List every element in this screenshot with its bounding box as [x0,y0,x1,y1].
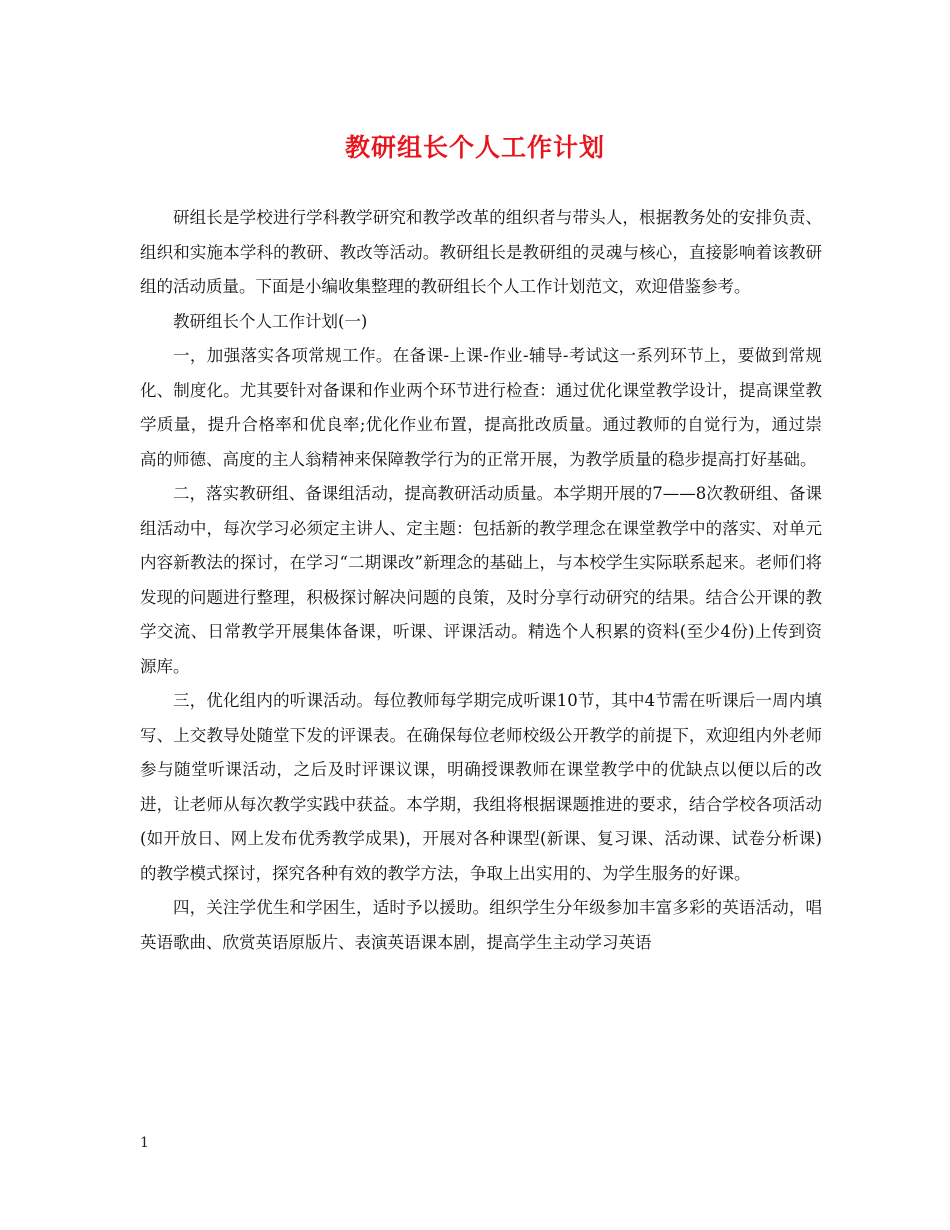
section-heading: 教研组长个人工作计划(一) [173,311,368,331]
paragraph-item-1: 一，加强落实各项常规工作。在备课-上课-作业-辅导-考试这一系列环节上，要做到常规化、制度化。尤其要针对备课和作业两个环节进行检查：通过优化课堂教学设计，提高课堂教学质量，提升合格率和优良率;优化作业布置，提高批改质量。通过教师的自觉行为，通过崇高的师德、高度的主人翁精神来保障教学行为的正常开展，为教学质量的稳步提高打好基础。 [140,346,822,469]
paragraph-item-4: 四，关注学优生和学困生，适时予以援助。组织学生分年级参加丰富多彩的英语活动，唱英语歌曲、欣赏英语原版片、表演英语课本剧，提高学生主动学习英语 [140,898,822,952]
paragraph-item-3: 三，优化组内的听课活动。每位教师每学期完成听课10节，其中4节需在听课后一周内填写、上交教导处随堂下发的评课表。在确保每位老师校级公开教学的前提下，欢迎组内外老师参与随堂听课活动，之后及时评课议课，明确授课教师在课堂教学中的优缺点以便以后的改进，让老师从每次教学实践中获益。本学期，我组将根据课题推进的要求，结合学校各项活动(如开放日、网上发布优秀教学成果)，开展对各种课型(新课、复习课、活动课、试卷分析课)的教学模式探讨，探究各种有效的教学方法，争取上出实用的、为学生服务的好课。 [140,691,822,883]
document-title: 教研组长个人工作计划 [344,133,605,162]
document-body [140,201,822,960]
paragraph-intro: 研组长是学校进行学科教学研究和教学改革的组织者与带头人，根据教务处的安排负责、 组织和实施本学科的教研、教改等活动。教研组长是教研组的灵魂与核心，直接影响着该教研组的活动质量。下面是小编收集整理的教研组长个人工作计划范文，欢迎借鉴参考。 [140,208,822,296]
paragraph-item-2: 二，落实教研组、备课组活动，提高教研活动质量。本学期开展的7——8次教研组、备课组活动中，每次学习必须定主讲人、定主题：包括新的教学理念在课堂教学中的落实、对单元内容新教法的探讨，在学习“二期课改”新理念的基础上，与本校学生实际联系起来。老师们将发现的问题进行整理，积极探讨解决问题的良策，及时分享行动研究的结果。结合公开课的教学交流、日常教学开展集体备课，听课、评课活动。精选个人积累的资料(至少4份)上传到资源库。 [140,484,822,676]
page-number: 1 [140,1135,149,1151]
